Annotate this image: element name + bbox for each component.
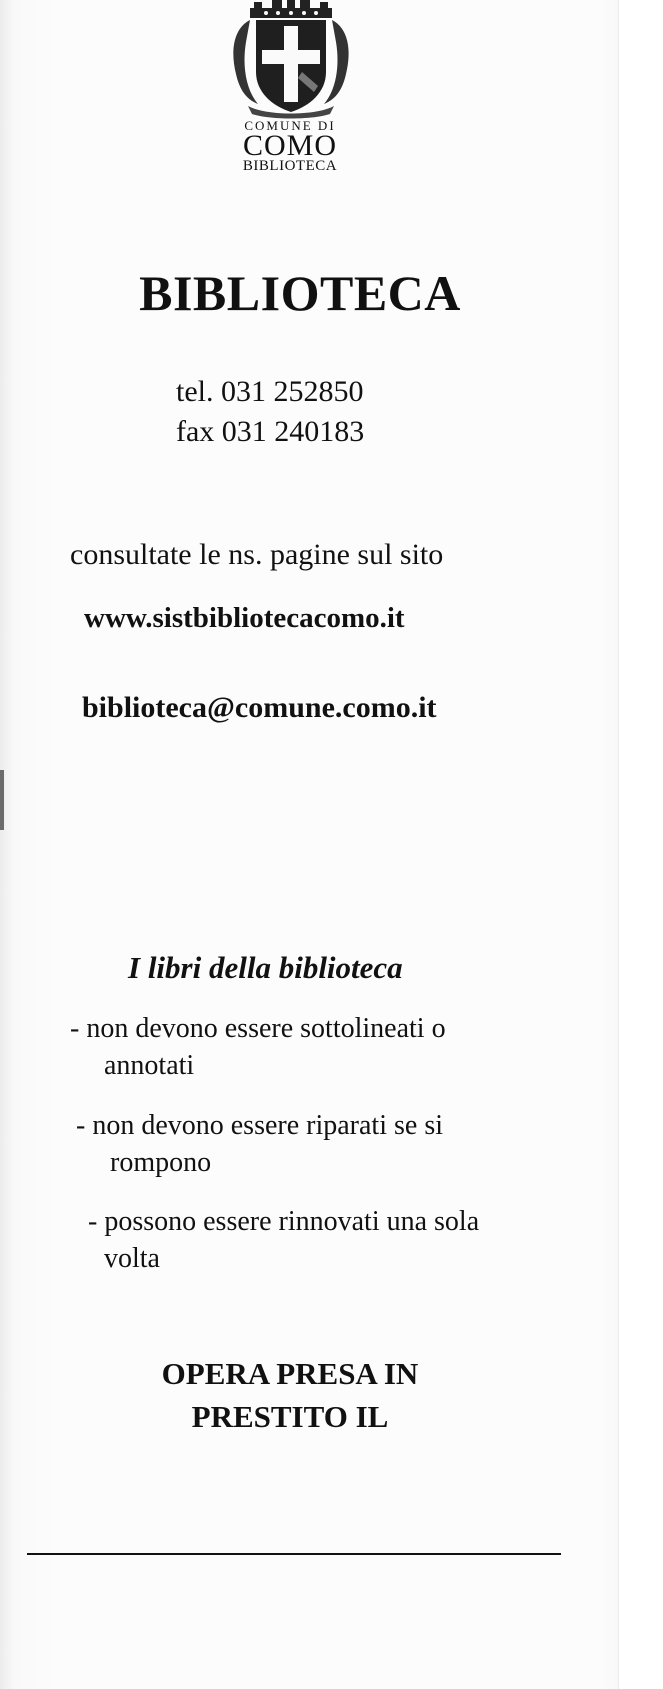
contact-block: [176, 372, 364, 452]
rule-text-continued: rompono: [110, 1147, 212, 1178]
rule-text: - possono essere rinnovati una sola: [88, 1206, 480, 1237]
rule-text: - non devono essere sottolineati o: [70, 1013, 446, 1044]
website-link[interactable]: www.sistbibliotecacomo.it: [84, 602, 405, 634]
loan-date-label: [110, 1352, 470, 1438]
rule-text: - non devono essere riparati se si: [76, 1110, 443, 1141]
crest-line-biblioteca: BIBLIOTECA: [242, 158, 338, 174]
crest-caption: [200, 119, 380, 174]
loan-label-line2: PRESTITO IL: [191, 1399, 389, 1434]
rule-text-continued: volta: [104, 1243, 160, 1274]
date-entry-line: [27, 1553, 561, 1555]
rules-heading: I libri della biblioteca: [128, 950, 403, 985]
page-title: BIBLIOTECA: [139, 265, 461, 321]
loan-label-line1: OPERA PRESA IN: [161, 1356, 419, 1391]
paper-edge: [618, 0, 663, 1689]
rule-text-continued: annotati: [104, 1050, 195, 1081]
coat-of-arms-logo: [226, 0, 356, 120]
scan-mark: [0, 770, 4, 830]
website-intro: consultate le ns. pagine sul sito: [70, 538, 444, 571]
crest-line-como: COMO: [242, 129, 337, 162]
rule-item: [88, 1203, 479, 1277]
rule-item: [70, 1010, 446, 1084]
rule-item: [76, 1107, 443, 1181]
fax-number: fax 031 240183: [176, 415, 365, 448]
email-link[interactable]: biblioteca@comune.como.it: [82, 691, 437, 724]
crest-line-comune: COMUNE DI: [244, 118, 336, 133]
phone-number: tel. 031 252850: [176, 375, 364, 408]
